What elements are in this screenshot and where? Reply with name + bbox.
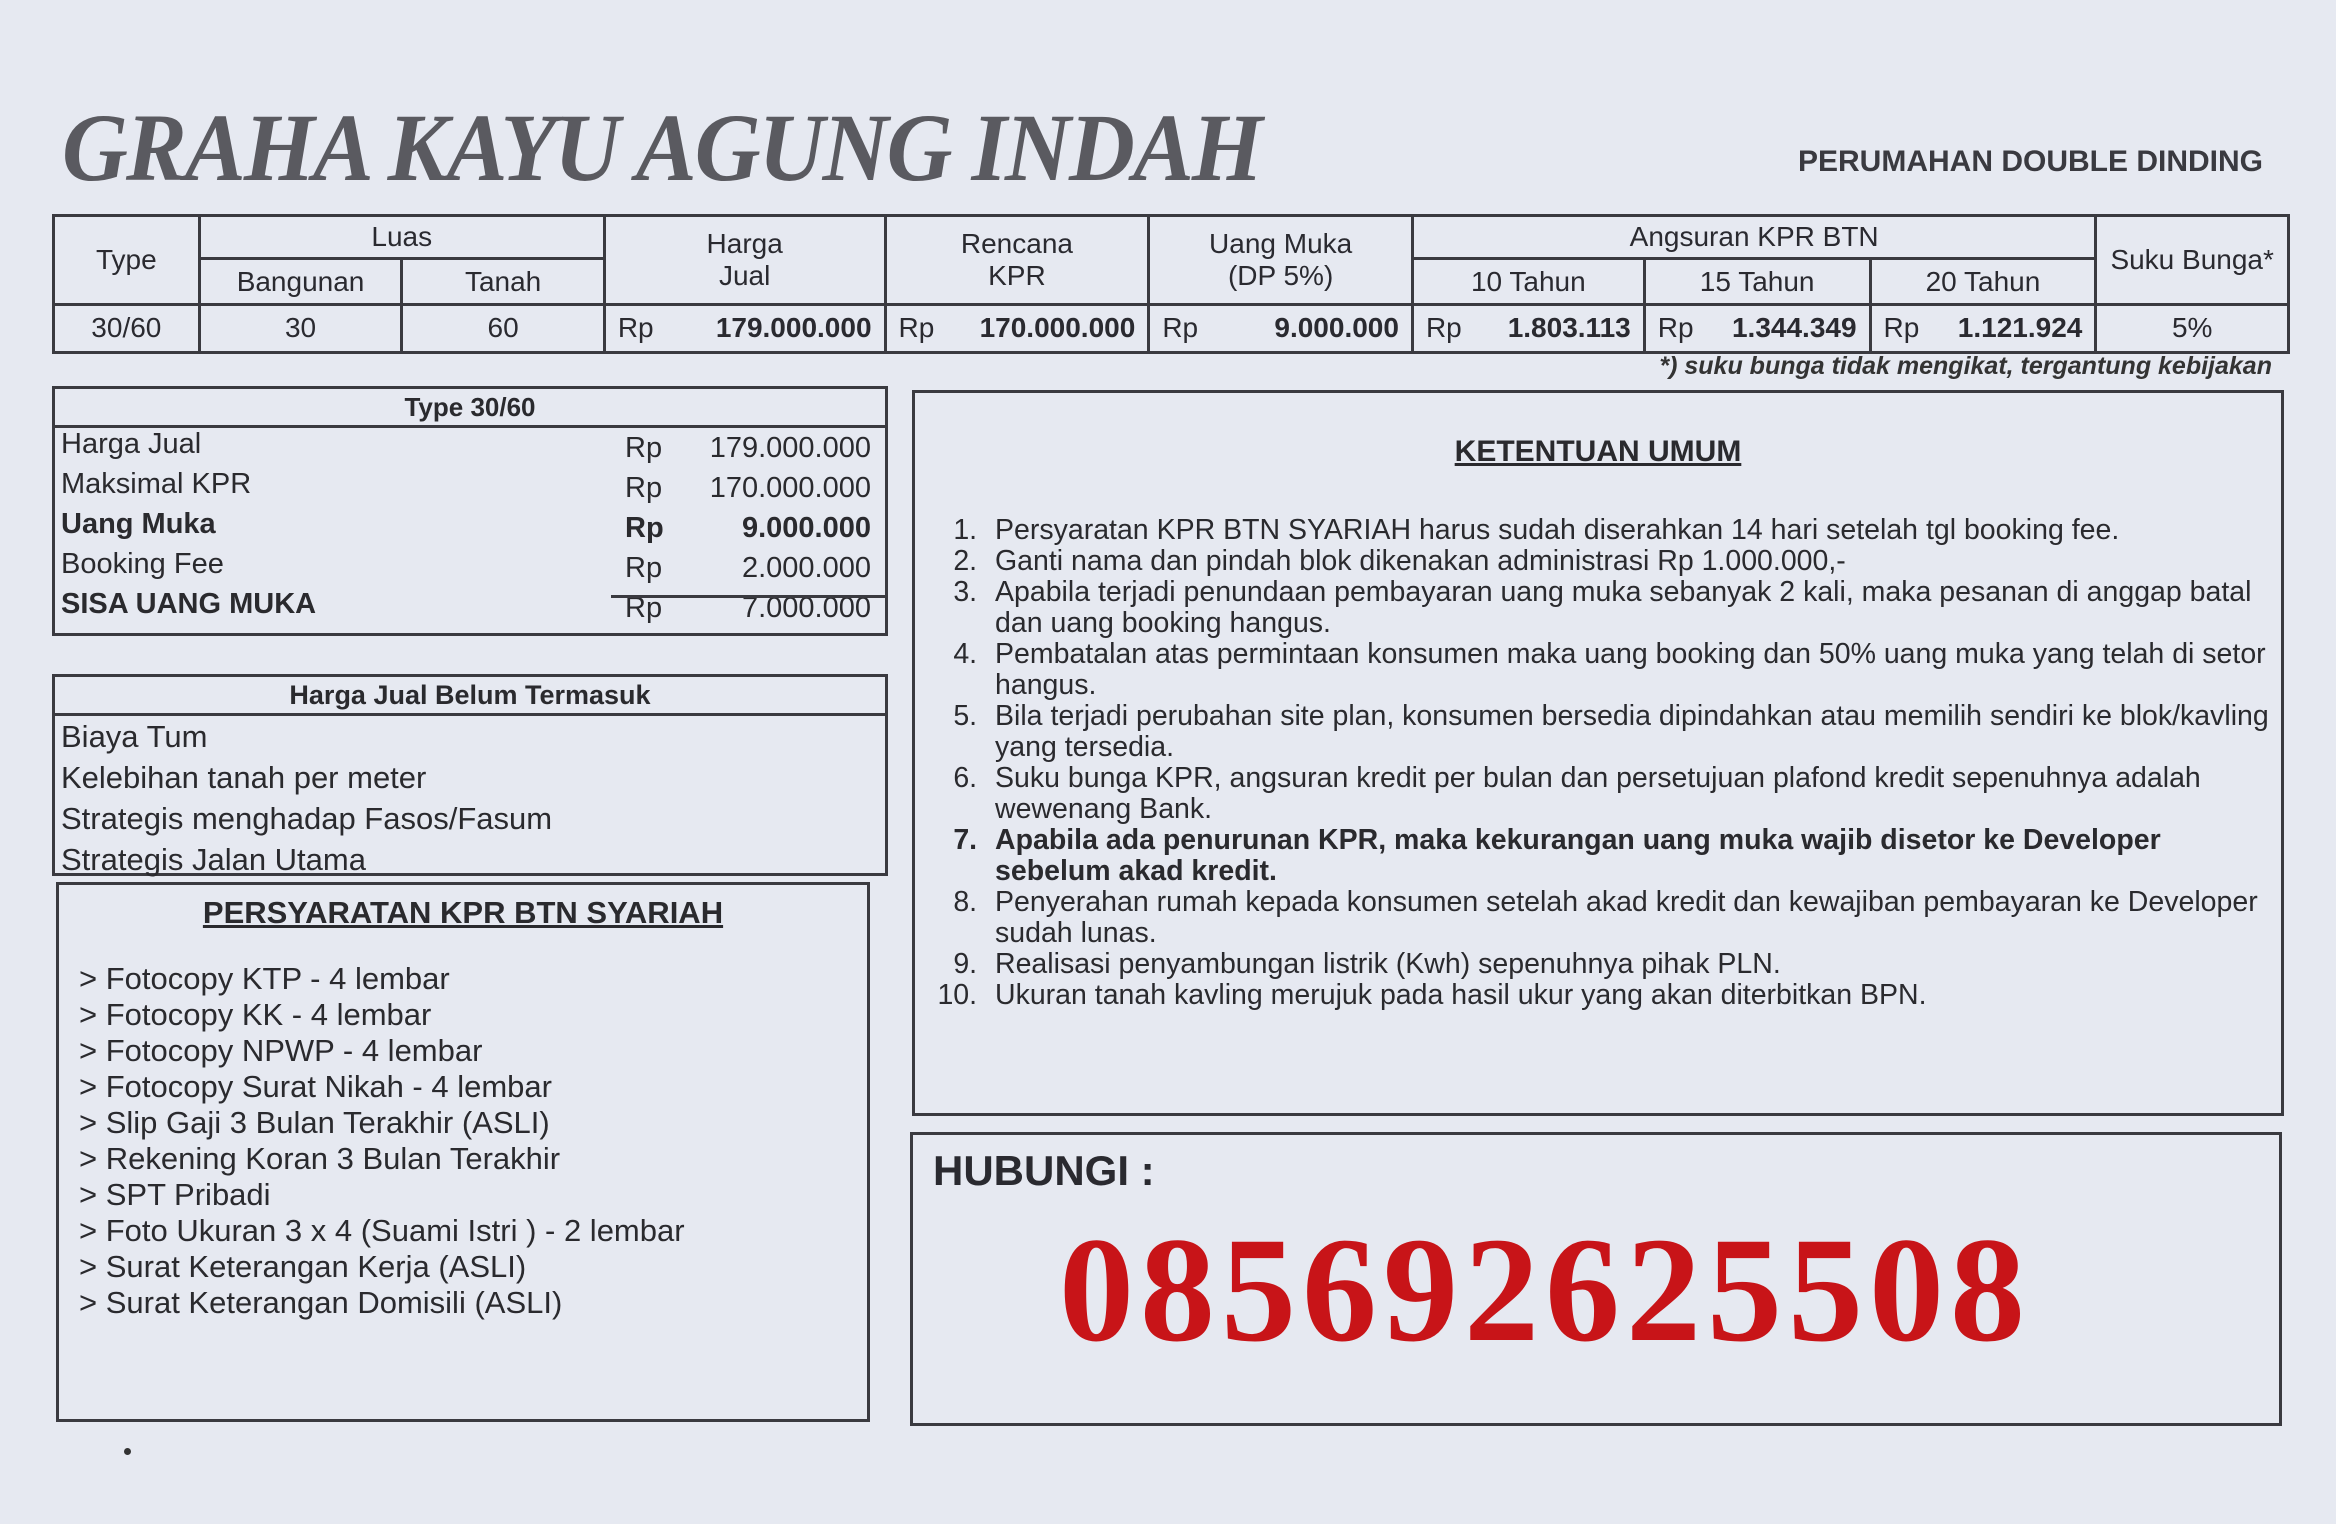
requirement-item: > Surat Keterangan Domisili (ASLI) [79,1285,563,1320]
requirement-item: > Fotocopy KK - 4 lembar [79,997,432,1032]
cell-tanah: 60 [402,304,604,352]
cell-angsuran-10 [1412,304,1644,352]
summary-value: 170.000.000 [709,472,871,504]
angsuran-10-value: 1.803.113 [1507,312,1631,344]
summary-row [55,468,885,508]
exclusions-box [52,674,888,876]
currency-label: Rp [1162,312,1199,344]
header-harga-jual-line2: Jual [718,259,771,291]
requirement-item: > Fotocopy KTP - 4 lembar [79,961,450,996]
cell-rencana-kpr [885,304,1149,352]
requirement-item: > Slip Gaji 3 Bulan Terakhir (ASLI) [79,1105,550,1140]
requirement-item: > Fotocopy NPWP - 4 lembar [79,1033,483,1068]
summary-currency: Rp [625,592,663,624]
requirements-list [79,961,867,1321]
term-item: 9. Realisasi penyambungan listrik (Kwh) sepenuhnya pihak PLN. [985,949,2281,980]
term-item: 1. Persyaratan KPR BTN SYARIAH harus sudah diserahkan 14 hari setelah tgl booking fee. [985,515,2281,546]
exclusions-title: Harga Jual Belum Termasuk [55,677,885,716]
term-item: 3. Apabila terjadi penundaan pembayaran uang muka sebanyak 2 kali, maka pesanan di anggap batal dan uang booking hangus. [985,577,2281,639]
cell-uang-muka [1149,304,1413,352]
general-terms-box [912,390,2284,1116]
currency-label: Rp [617,312,654,344]
paper-speck [124,1448,131,1455]
term-item: 5. Bila terjadi perubahan site plan, konsumen bersedia dipindahkan atau memilih sendiri ke blok/kavling yang tersedia. [985,701,2281,763]
angsuran-15-value: 1.344.349 [1731,312,1857,344]
summary-row [55,428,885,468]
requirement-item: > Rekening Koran 3 Bulan Terakhir [79,1141,561,1176]
requirement-item: > SPT Pribadi [79,1177,271,1212]
type-summary-title: Type 30/60 [55,389,885,428]
price-table [52,214,2290,354]
subtotal-divider [611,595,887,598]
general-terms-list [915,515,2281,1011]
currency-label: Rp [1425,312,1462,344]
cell-bangunan: 30 [199,304,402,352]
exclusion-item: Biaya Tum [61,719,208,754]
header-rencana-kpr-line1: Rencana [960,227,1073,259]
header-angsuran: Angsuran KPR BTN [1412,216,2095,259]
currency-label: Rp [898,312,935,344]
term-item: 6. Suku bunga KPR, angsuran kredit per bulan dan persetujuan plafond kredit sepenuhnya adalah wewenang Bank. [985,763,2281,825]
contact-label: HUBUNGI : [933,1147,1155,1194]
exclusion-item: Kelebihan tanah per meter [61,760,427,795]
summary-label: SISA UANG MUKA [61,588,317,620]
term-item: 8. Penyerahan rumah kepada konsumen setelah akad kredit dan kewajiban pembayaran ke Developer sudah lunas. [985,887,2281,949]
exclusion-item: Strategis Jalan Utama [61,842,366,877]
requirement-item: > Foto Ukuran 3 x 4 (Suami Istri ) - 2 lembar [79,1213,685,1248]
summary-label: Maksimal KPR [61,468,252,500]
summary-row [55,548,885,588]
requirement-item: > Fotocopy Surat Nikah - 4 lembar [79,1069,552,1104]
summary-currency: Rp [625,552,663,584]
currency-label: Rp [1657,312,1694,344]
cell-angsuran-15 [1644,304,1870,352]
summary-label: Harga Jual [61,428,202,460]
header-harga-jual-line1: Harga [706,227,783,259]
phone-number[interactable]: 085692625508 [1059,1207,2031,1373]
requirement-item: > Surat Keterangan Kerja (ASLI) [79,1249,527,1284]
page-subtitle: PERUMAHAN DOUBLE DINDING [1798,145,2263,178]
currency-label: Rp [1883,312,1920,344]
term-item: 10. Ukuran tanah kavling merujuk pada hasil ukur yang akan diterbitkan BPN. [985,980,2281,1011]
header-rencana-kpr-line2: KPR [988,259,1046,291]
header-uang-muka-line1: Uang Muka [1209,227,1353,259]
header-tanah: Tanah [402,259,604,305]
contact-box [910,1132,2282,1426]
term-item: 4. Pembatalan atas permintaan konsumen maka uang booking dan 50% uang muka yang telah di setor hangus. [985,639,2281,701]
summary-value: 2.000.000 [741,552,871,584]
header-suku-bunga: Suku Bunga* [2096,216,2289,305]
requirements-box [56,882,870,1422]
cell-type: 30/60 [54,304,200,352]
header-type: Type [54,216,200,305]
header-20-tahun: 20 Tahun [1870,259,2096,305]
summary-label: Booking Fee [61,548,224,580]
header-10-tahun: 10 Tahun [1412,259,1644,305]
summary-value: 9.000.000 [741,512,871,544]
cell-harga-jual [604,304,885,352]
page-title: GRAHA KAYU AGUNG INDAH [62,94,1261,201]
general-terms-title: KETENTUAN UMUM [1454,435,1742,468]
header-bangunan: Bangunan [199,259,402,305]
header-harga-jual [604,216,885,305]
header-15-tahun: 15 Tahun [1644,259,1870,305]
type-summary-box [52,386,888,636]
summary-currency: Rp [625,512,664,544]
summary-row [55,588,885,628]
interest-note: *) suku bunga tidak mengikat, tergantung kebijakan [1659,352,2272,380]
summary-row [55,508,885,548]
cell-angsuran-20 [1870,304,2096,352]
uang-muka-value: 9.000.000 [1274,312,1399,344]
summary-value: 7.000.000 [741,592,871,624]
summary-currency: Rp [625,432,663,464]
term-item: 7. Apabila ada penurunan KPR, maka kekurangan uang muka wajib disetor ke Developer sebelum akad kredit. [985,825,2281,887]
harga-jual-value: 179.000.000 [715,312,872,344]
header-rencana-kpr [885,216,1149,305]
header-uang-muka-line2: (DP 5%) [1227,259,1334,291]
rencana-kpr-value: 170.000.000 [979,312,1136,344]
summary-label: Uang Muka [61,508,216,540]
term-item: 2. Ganti nama dan pindah blok dikenakan administrasi Rp 1.000.000,- [985,546,2281,577]
header-luas: Luas [199,216,604,259]
summary-value: 179.000.000 [709,432,871,464]
requirements-title: PERSYARATAN KPR BTN SYARIAH [202,895,724,930]
cell-suku-bunga: 5% [2096,304,2289,352]
exclusion-item: Strategis menghadap Fasos/Fasum [61,801,553,836]
summary-currency: Rp [625,472,663,504]
angsuran-20-value: 1.121.924 [1957,312,2083,344]
header-uang-muka [1149,216,1413,305]
